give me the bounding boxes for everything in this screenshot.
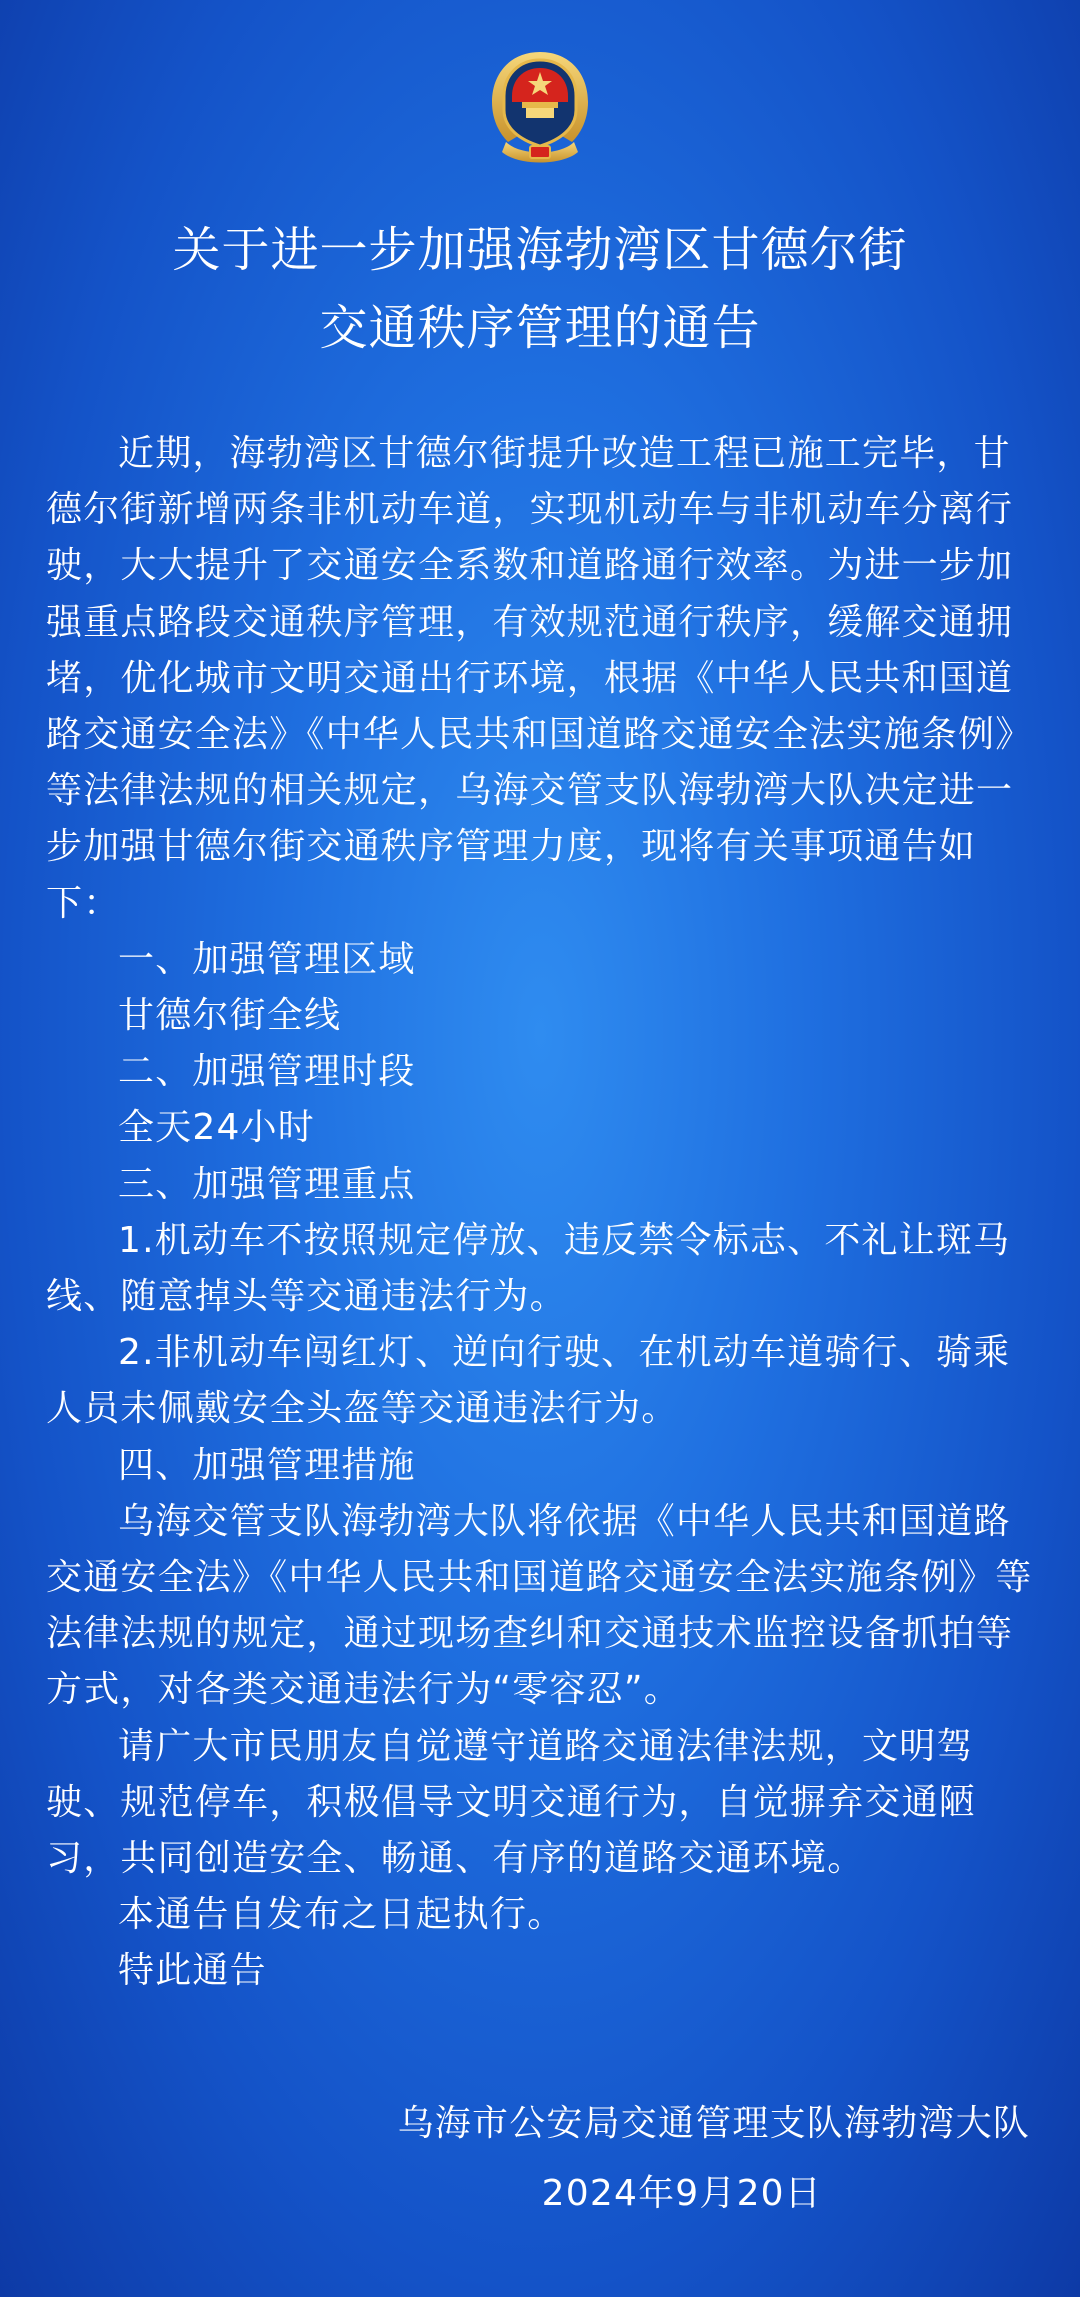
section-3-item-1: 1.机动车不按照规定停放、违反禁令标志、不礼让斑马线、随意掉头等交通违法行为。: [46, 1219, 1011, 1318]
police-emblem-icon: [484, 48, 596, 166]
issue-date: 2024年9月20日: [541, 2173, 822, 2214]
notice-title-line-1: 关于进一步加强海勃湾区甘德尔街: [172, 222, 908, 278]
notice-title-line-2: 交通秩序管理的通告: [319, 300, 761, 356]
closing-paragraph: 特此通告: [118, 1950, 267, 1992]
section-1-content: 甘德尔街全线: [118, 995, 342, 1037]
intro-paragraph: 近期，海勃湾区甘德尔街提升改造工程已施工完毕，甘德尔街新增两条非机动车道，实现机动车与非机动车分离行驶，大大提升了交通安全系数和道路通行效率。为进一步加强重点路段交通秩序管理，有效规范通行秩序，缓解交通拥堵，优化城市文明交通出行环境，根据《中华人民共和国道路交通安全法》《中华人民共和国道路交通安全法实施条例》等法律法规的相关规定，乌海交管支队海勃湾大队决定进一步加强甘德尔街交通秩序管理力度，现将有关事项通告如下：: [46, 433, 1033, 924]
section-4-heading: 四、加强管理措施: [118, 1444, 416, 1486]
section-4-content: 乌海交管支队海勃湾大队将依据《中华人民共和国道路交通安全法》《中华人民共和国道路交通安全法实施条例》等法律法规的规定，通过现场查纠和交通技术监控设备抓拍等方式，对各类交通违法行为“零容忍”。: [46, 1500, 1033, 1711]
issuing-organization: 乌海市公安局交通管理支队海勃湾大队: [397, 2103, 1030, 2144]
appeal-paragraph: 请广大市民朋友自觉遵守道路交通法律法规，文明驾驶、规范停车，积极倡导文明交通行为，自觉摒弃交通陋习，共同创造安全、畅通、有序的道路交通环境。: [46, 1725, 977, 1880]
section-3-heading: 三、加强管理重点: [118, 1163, 416, 1205]
effective-paragraph: 本通告自发布之日起执行。: [118, 1894, 565, 1936]
section-2-content: 全天24小时: [118, 1107, 316, 1149]
section-1-heading: 一、加强管理区域: [118, 938, 416, 980]
section-3-item-2: 2.非机动车闯红灯、逆向行驶、在机动车道骑行、骑乘人员未佩戴安全头盔等交通违法行为。: [46, 1332, 1011, 1430]
notice-body: [46, 426, 1036, 2000]
section-2-heading: 二、加强管理时段: [118, 1051, 416, 1093]
